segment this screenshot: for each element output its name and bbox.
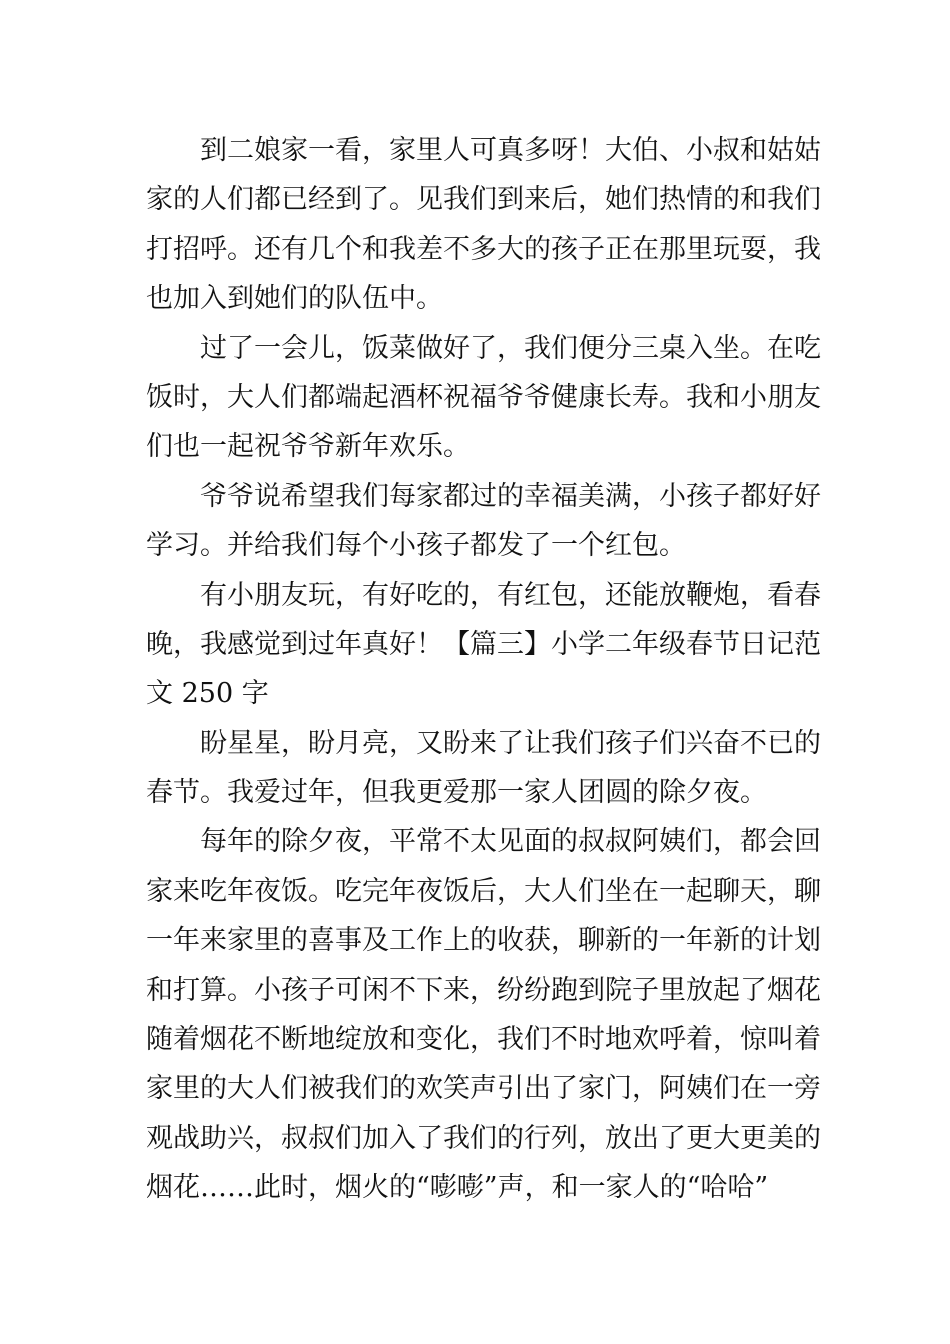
body-text: [146, 126, 821, 1213]
text-line: 一年来家里的喜事及工作上的收获，聊新的一年新的计划: [146, 925, 821, 957]
text-line: 也加入到她们的队伍中。: [146, 283, 443, 315]
text-line: 春节。我爱过年，但我更爱那一家人团圆的除夕夜。: [146, 777, 767, 809]
text-line: 有小朋友玩，有好吃的，有红包，还能放鞭炮，看春: [200, 579, 821, 611]
text-line: 学习。并给我们每个小孩子都发了一个红包。: [146, 530, 686, 562]
text-line: 到二娘家一看，家里人可真多呀！大伯、小叔和姑姑: [200, 135, 821, 166]
text-line: 家来吃年夜饭。吃完年夜饭后，大人们坐在一起聊天，聊: [146, 875, 821, 907]
text-line: 家的人们都已经到了。见我们到来后，她们热情的和我们: [146, 184, 821, 216]
text-line: 爷爷说希望我们每家都过的幸福美满，小孩子都好好: [200, 480, 821, 512]
text-line: 盼星星，盼月亮，又盼来了让我们孩子们兴奋不已的: [200, 727, 821, 759]
text-line: 每年的除夕夜，平常不太见面的叔叔阿姨们，都会回: [200, 826, 821, 858]
text-line: 随着烟花不断地绽放和变化，我们不时地欢呼着，惊叫着: [146, 1024, 821, 1056]
text-line: 烟花……此时，烟火的“嘭嘭”声，和一家人的“哈哈”: [146, 1172, 769, 1204]
text-line: 晚，我感觉到过年真好！【篇三】小学二年级春节日记范: [146, 628, 821, 660]
text-line: 们也一起祝爷爷新年欢乐。: [146, 431, 470, 463]
text-line: 过了一会儿，饭菜做好了，我们便分三桌入坐。在吃: [200, 332, 821, 364]
text-line: 文 250 字: [146, 678, 269, 710]
text-line: 家里的大人们被我们的欢笑声引出了家门，阿姨们在一旁: [146, 1073, 821, 1105]
text-line: 观战助兴，叔叔们加入了我们的行列，放出了更大更美的: [146, 1122, 821, 1154]
text-line: 饭时，大人们都端起酒杯祝福爷爷健康长寿。我和小朋友: [146, 381, 821, 413]
text-line: 打招呼。还有几个和我差不多大的孩子正在那里玩耍，我: [146, 233, 821, 265]
text-line: 和打算。小孩子可闲不下来，纷纷跑到院子里放起了烟花: [146, 974, 821, 1006]
